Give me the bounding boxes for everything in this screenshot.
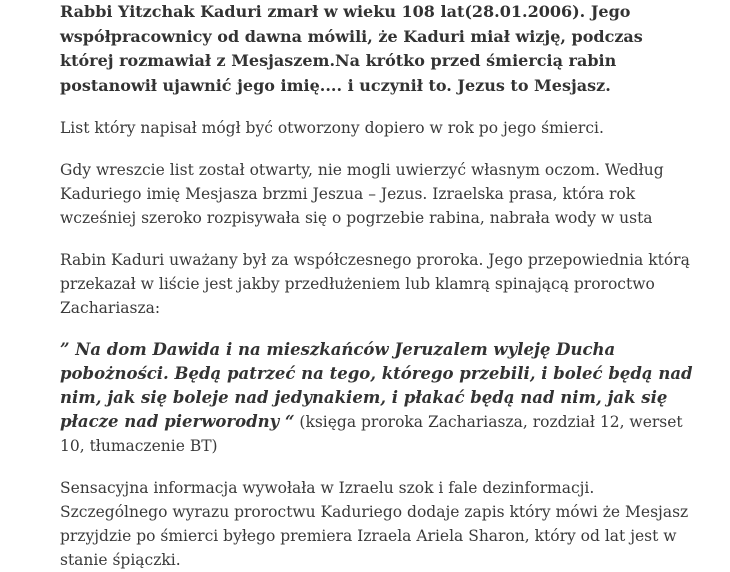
paragraph-prophet: Rabin Kaduri uważany był za współczesnego proroka. Jego przepowiednia którą przekazał w liście jest jakby przedłużeniem lub klamrą spinającą proroctwo Zachariasza: [60,251,690,317]
zechariah-quote: ” Na dom Dawida i na mieszkańców Jeruzalem wyleję Ducha pobożności. Będą patrzeć na tego, którego przebili, i boleć będą nad nim, jak się boleje nad jedynakiem, i płakać będą nad nim, jak się płacze nad pierworodny “ [60,340,693,431]
paragraph-sensation: Sensacyjna informacja wywołała w Izraelu szok i fale dezinformacji. Szczególnego wyrazu proroctwu Kaduriego dodaje zapis który mówi że Mesjasz przyjdzie po śmierci byłego premiera Izraela Ariela Sharon, który od lat jest w stanie śpiączki. [60,479,689,569]
quote-source: (księga proroka Zachariasza, rozdział 12, werset 10, tłumaczenie BT) [60,413,683,455]
quote-paragraph [60,338,700,458]
article-lead: Rabbi Yitzchak Kaduri zmarł w wieku 108 lat(28.01.2006). Jego współpracownicy od dawna mówili, że Kaduri miał wizję, podczas której rozmawiał z Mesjaszem.Na krótko przed śmiercią rabin postanowił ujawnić jego imię.... i uczynił to. Jezus to Mesjasz. [60,2,643,95]
article-body [60,0,700,572]
paragraph-letter: List który napisał mógł być otworzony dopiero w rok po jego śmierci. [60,119,604,137]
paragraph-opening: Gdy wreszcie list został otwarty, nie mogli uwierzyć własnym oczom. Według Kaduriego imię Mesjasza brzmi Jeszua – Jezus. Izraelska prasa, która rok wcześniej szeroko rozpisywała się o pogrzebie rabina, nabrała wody w usta [60,161,664,227]
